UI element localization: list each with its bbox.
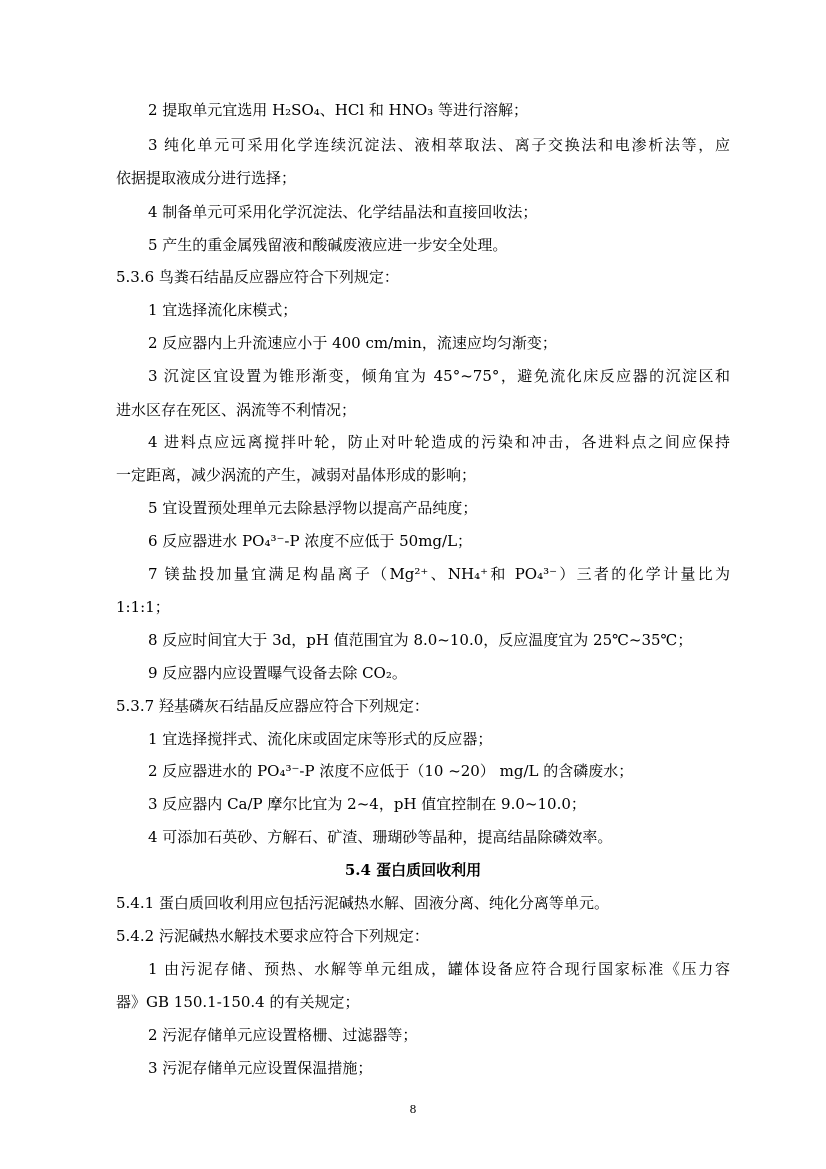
text-line: 依据提取液成分进行选择； — [116, 169, 297, 187]
text-line: 4 进料点应远离搅拌叶轮，防止对叶轮造成的污染和冲击，各进料点之间应保持 — [148, 433, 730, 451]
text-line: 1 宜选择流化床模式； — [148, 301, 298, 319]
section-heading: 5.4 蛋白质回收利用 — [344, 861, 482, 879]
text-line: 6 反应器进水 PO₄³⁻-P 浓度不应低于 50mg/L； — [148, 532, 473, 550]
text-line: 1 宜选择搅拌式、流化床或固定床等形式的反应器； — [148, 730, 493, 748]
text-line: 1 由污泥存储、预热、水解等单元组成，罐体设备应符合现行国家标准《压力容 — [148, 960, 730, 978]
text-line: 3 沉淀区宜设置为锥形渐变，倾角宜为 45°~75°，避免流化床反应器的沉淀区和 — [148, 367, 730, 385]
text-line: 2 反应器进水的 PO₄³⁻-P 浓度不应低于（10 ~20） mg/L 的含磷废水； — [148, 762, 634, 780]
text-line: 2 污泥存储单元应设置格栅、过滤器等； — [148, 1026, 418, 1044]
text-line: 4 制备单元可采用化学沉淀法、化学结晶法和直接回收法； — [148, 203, 538, 221]
text-line: 7 镁盐投加量宜满足构晶离子（Mg²⁺、NH₄⁺和 PO₄³⁻）三者的化学计量比为 — [148, 565, 730, 583]
text-line: 3 反应器内 Ca/P 摩尔比宜为 2~4，pH 值宜控制在 9.0~10.0； — [148, 795, 586, 813]
text-line: 2 反应器内上升流速应小于 400 cm/min，流速应均匀渐变； — [148, 334, 557, 352]
text-line: 3 纯化单元可采用化学连续沉淀法、液相萃取法、离子交换法和电渗析法等，应 — [148, 136, 730, 154]
text-line: 9 反应器内应设置曝气设备去除 CO₂。 — [148, 664, 407, 682]
text-line: 5 宜设置预处理单元去除悬浮物以提高产品纯度； — [148, 499, 478, 517]
text-line: 进水区存在死区、涡流等不利情况； — [116, 401, 357, 419]
text-line: 5 产生的重金属残留液和酸碱废液应进一步安全处理。 — [148, 236, 508, 254]
text-line: 8 反应时间宜大于 3d，pH 值范围宜为 8.0~10.0，反应温度宜为 25℃~35℃； — [148, 631, 693, 649]
clause-heading: 5.4.2 污泥碱热水解技术要求应符合下列规定： — [116, 927, 429, 945]
text-line: 器》GB 150.1-150.4 的有关规定； — [116, 993, 360, 1011]
page-number: 8 — [409, 1103, 417, 1116]
text-line: 3 污泥存储单元应设置保温措施； — [148, 1059, 373, 1077]
text-line: 4 可添加石英砂、方解石、矿渣、珊瑚砂等晶种，提高结晶除磷效率。 — [148, 828, 613, 846]
text-line: 一定距离，减少涡流的产生，减弱对晶体形成的影响； — [116, 466, 477, 484]
clause-heading: 5.3.6 鸟粪石结晶反应器应符合下列规定： — [116, 268, 399, 286]
text-line: 1:1:1； — [116, 598, 170, 616]
clause-heading: 5.4.1 蛋白质回收利用应包括污泥碱热水解、固液分离、纯化分离等单元。 — [116, 894, 609, 912]
clause-heading: 5.3.7 羟基磷灰石结晶反应器应符合下列规定： — [116, 697, 429, 715]
text-line: 2 提取单元宜选用 H₂SO₄、HCl 和 HNO₃ 等进行溶解； — [148, 101, 528, 119]
